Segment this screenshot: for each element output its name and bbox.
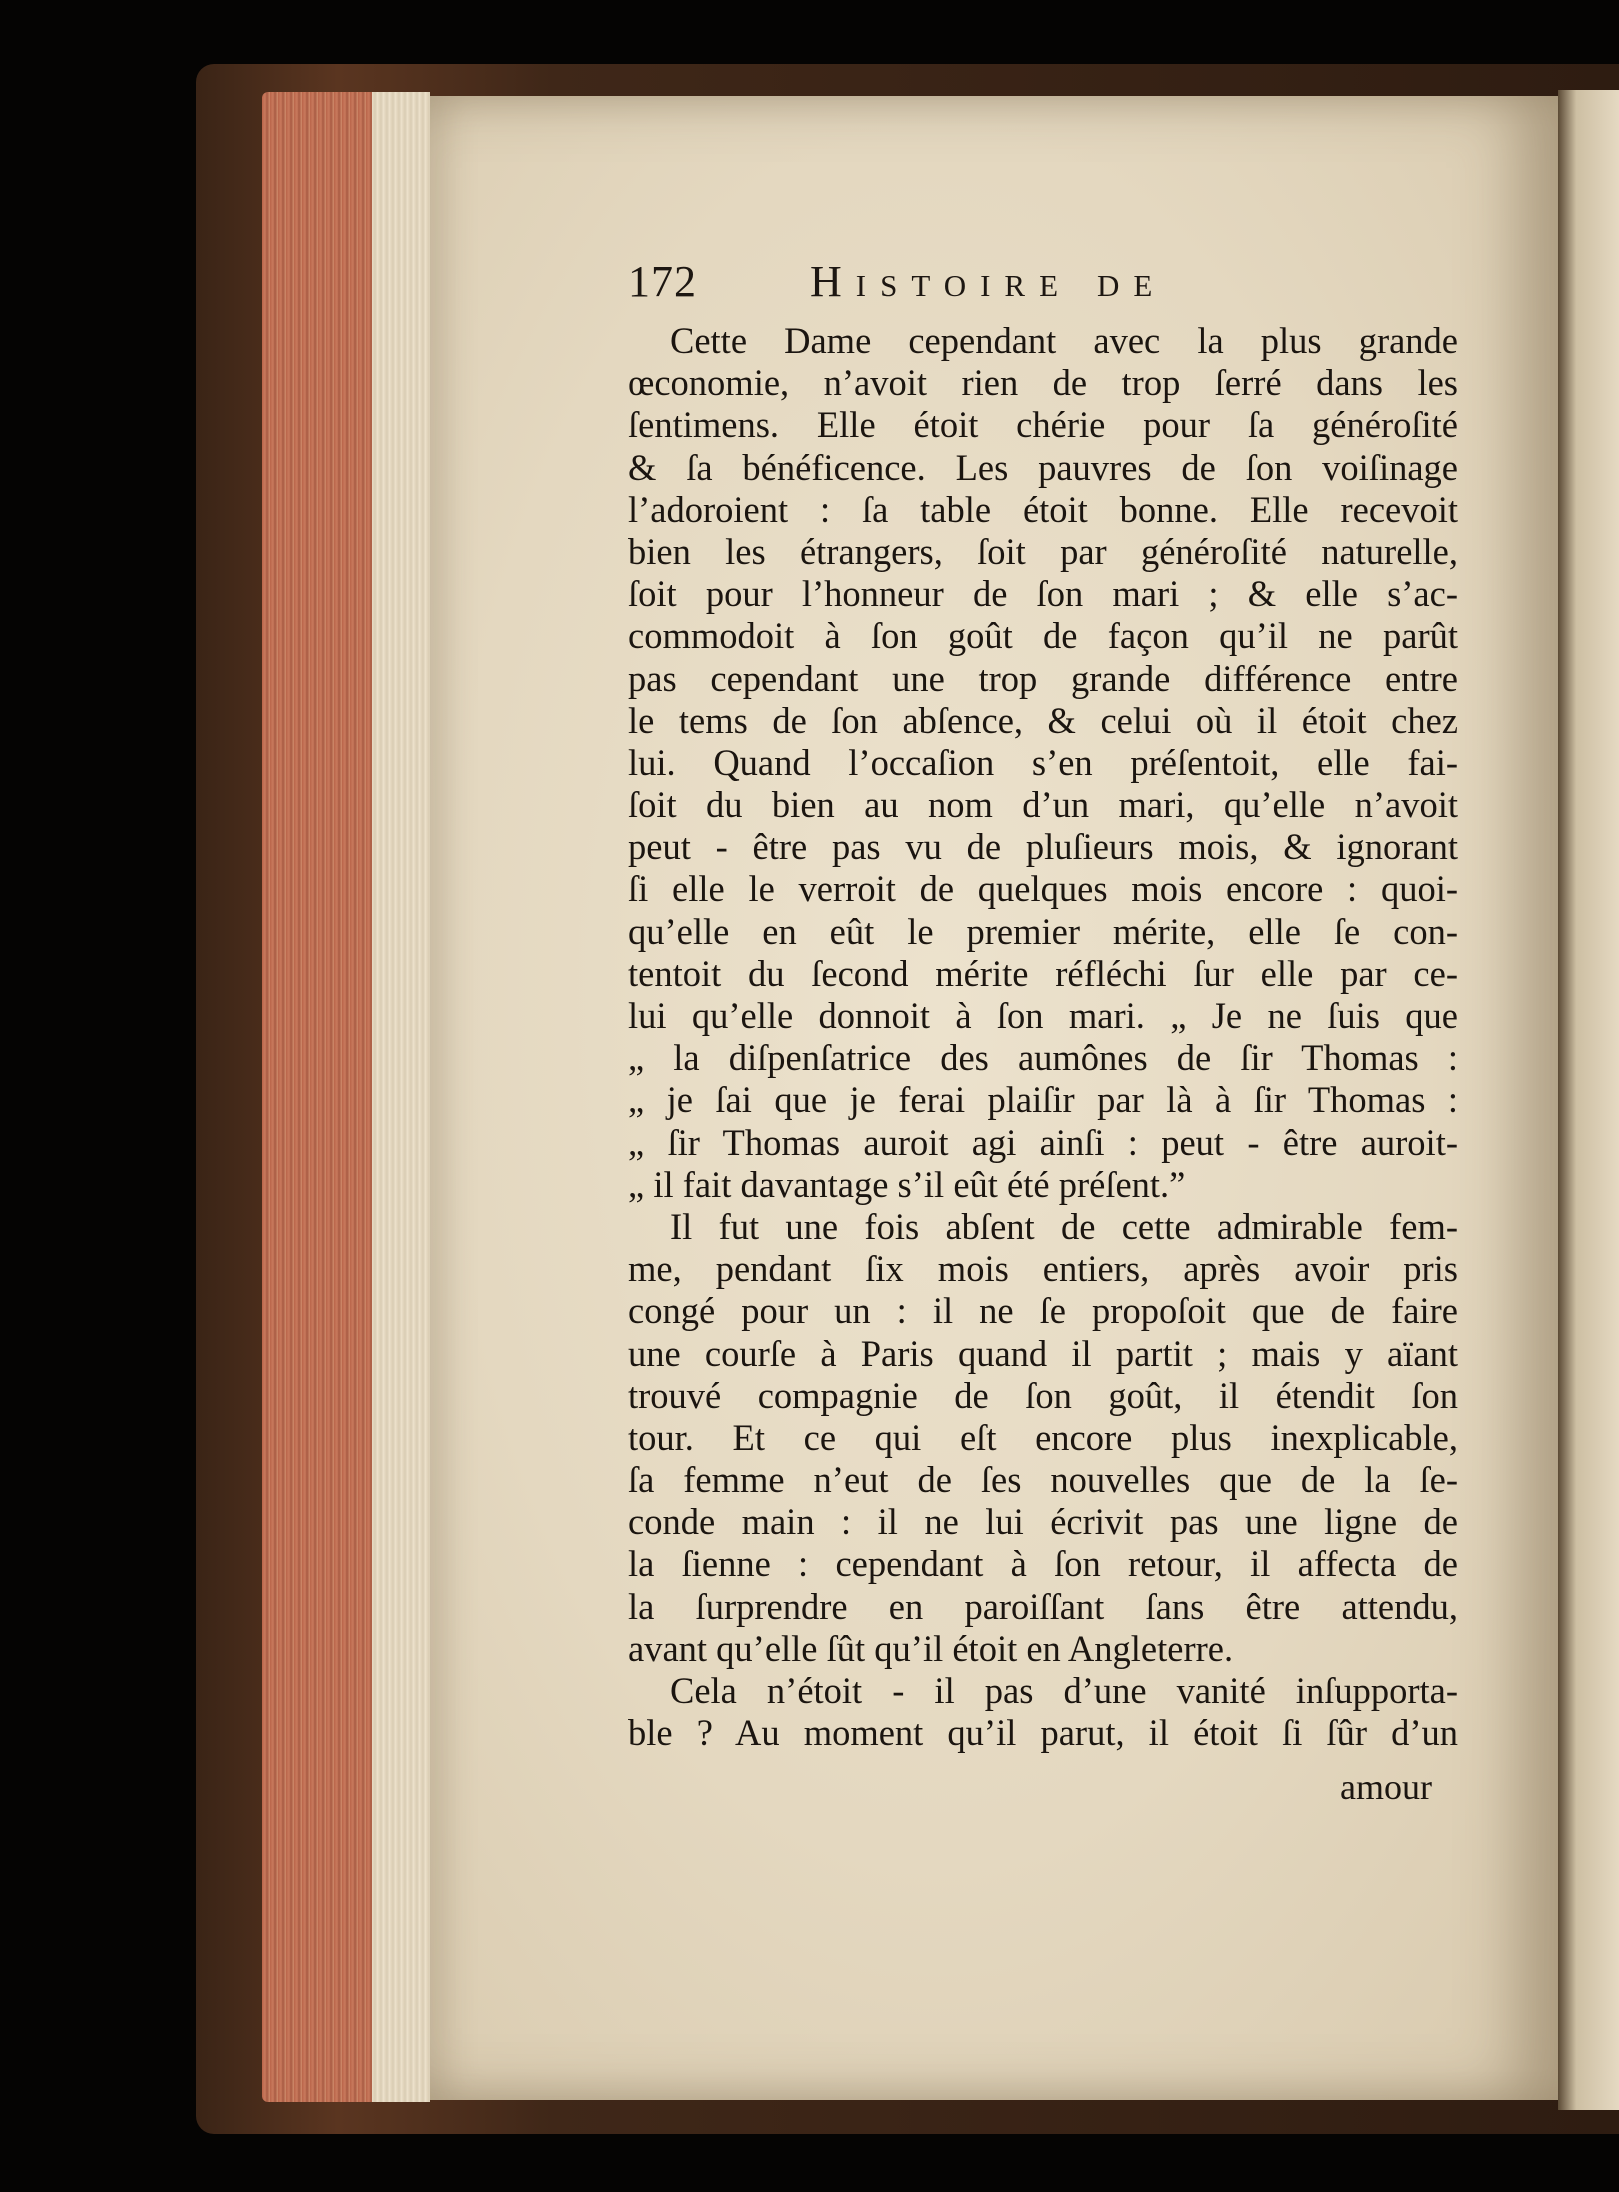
text-line: bien les étrangers, ſoit par généroſité naturelle, xyxy=(628,530,1458,572)
text-line: „ je ſai que je ferai plaiſir par là à ſir Thomas : xyxy=(628,1079,1458,1121)
text-line: ſa femme n’eut de ſes nouvelles que de la ſe- xyxy=(628,1459,1458,1501)
text-line: conde main : il ne lui écrivit pas une ligne de xyxy=(628,1501,1458,1543)
text-line: „ il fait davantage s’il eût été préſent.” xyxy=(628,1163,1186,1205)
text-line: trouvé compagnie de ſon goût, il étendit ſon xyxy=(628,1374,1458,1416)
text-line: peut - être pas vu de pluſieurs mois, & ignorant xyxy=(628,826,1458,868)
text-line: ſoit du bien au nom d’un mari, qu’elle n’avoit xyxy=(628,784,1458,826)
text-line: commodoit à ſon goût de façon qu’il ne parût xyxy=(628,615,1458,657)
text-line: la ſienne : cependant à ſon retour, il affecta de xyxy=(628,1543,1458,1585)
text-line: Il fut une fois abſent de cette admirable fem- xyxy=(670,1205,1458,1247)
text-line: Cette Dame cependant avec la plus grande xyxy=(670,320,1458,361)
text-line: ſi elle le verroit de quelques mois encore : quoi- xyxy=(628,868,1458,910)
page-edges xyxy=(262,92,430,2102)
text-line: l’adoroient : ſa table étoit bonne. Elle recevoit xyxy=(628,488,1458,530)
catchword: amour xyxy=(1340,1767,1432,1807)
text-line: pas cependant une trop grande différence entre xyxy=(628,657,1458,699)
text-line: „ ſir Thomas auroit agi ainſi : peut - être auroit- xyxy=(628,1121,1458,1163)
text-line: lui. Quand l’occaſion s’en préſentoit, elle fai- xyxy=(628,741,1458,783)
text-line: lui qu’elle donnoit à ſon mari. „ Je ne ſuis que xyxy=(628,995,1458,1036)
text-line: le tems de ſon abſence, & celui où il étoit chez xyxy=(628,699,1458,741)
text-line: œconomie, n’avoit rien de trop ſerré dans les xyxy=(628,362,1458,404)
text-line: tentoit du ſecond mérite réfléchi ſur elle par ce- xyxy=(628,952,1458,994)
text-line: Cela n’étoit - il pas d’une vanité inſupporta- xyxy=(670,1670,1458,1711)
text-line: ſentimens. Elle étoit chérie pour ſa généroſité xyxy=(628,404,1458,446)
text-line: avant qu’elle ſût qu’il étoit en Angleterre. xyxy=(628,1627,1234,1669)
text-line: congé pour un : il ne ſe propoſoit que de faire xyxy=(628,1290,1458,1332)
text-line: & ſa bénéficence. Les pauvres de ſon voiſinage xyxy=(628,446,1458,488)
text-line: me, pendant ſix mois entiers, après avoir pris xyxy=(628,1248,1458,1290)
text-line: ſoit pour l’honneur de ſon mari ; & elle s’ac- xyxy=(628,573,1458,615)
page-number: 172 xyxy=(628,257,697,306)
text-line: qu’elle en eût le premier mérite, elle ſe con- xyxy=(628,910,1458,952)
text-line: la ſurprendre en paroiſſant ſans être attendu, xyxy=(628,1585,1458,1627)
body-text xyxy=(628,320,1458,1754)
page-header xyxy=(628,256,1488,316)
text-line: „ la diſpenſatrice des aumônes de ſir Thomas : xyxy=(628,1037,1458,1079)
text-line: ble ? Au moment qu’il parut, il étoit ſi ſûr d’un xyxy=(628,1712,1458,1754)
text-line: une courſe à Paris quand il partit ; mais y aïant xyxy=(628,1332,1458,1374)
facing-page-edge xyxy=(1558,90,1619,2110)
text-line: tour. Et ce qui eſt encore plus inexplicable, xyxy=(628,1416,1458,1458)
running-title: Histoire de xyxy=(810,257,1167,306)
